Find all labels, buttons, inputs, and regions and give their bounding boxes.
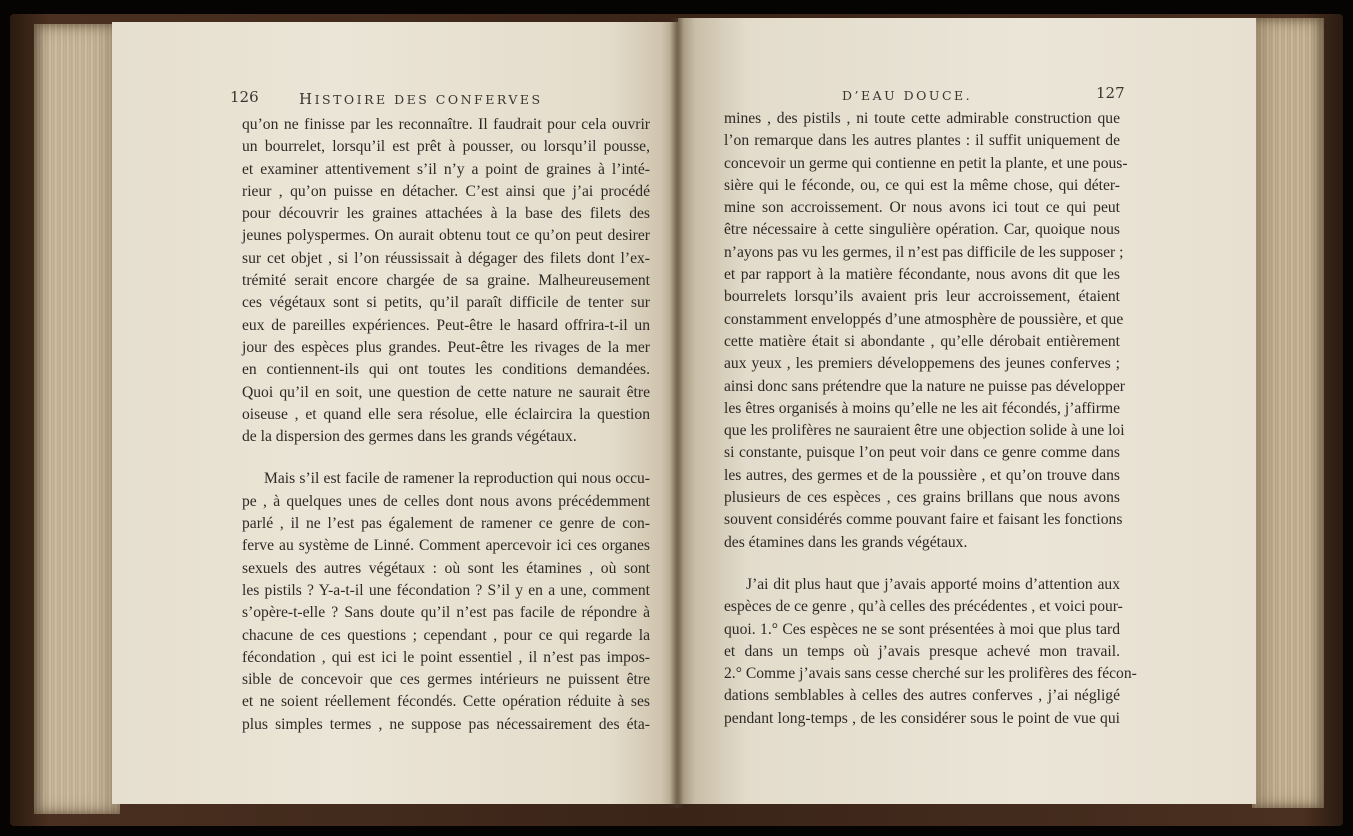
text-line: qu’on ne finisse par les reconnaître. Il faudrait pour cela ouvrir <box>242 116 650 133</box>
text-line: bourrelets lorsqu’ils avaient pris leur accroissement, étaient <box>724 288 1120 306</box>
text-line: pe , à quelques unes de celles dont nous avons précédemment <box>242 492 650 510</box>
text-line: être nécessaire à cette singulière opération. Car, quoique nous <box>724 221 1120 239</box>
left-page-body <box>242 114 650 736</box>
left-paragraph-1 <box>242 114 650 448</box>
paragraph-gap <box>242 448 650 468</box>
text-line: les pistils ? Y-a-t-il une fécondation ? S’il y en a une, comment <box>242 581 650 599</box>
text-line: cette matière était si abondante , qu’elle dérobait entièrement <box>724 332 1120 350</box>
right-page <box>678 18 1256 804</box>
text-line: sière qui le féconde, ou, ce qui est la même chose, qui déter- <box>724 176 1120 194</box>
text-line: s’opère-t-elle ? Sans doute qu’il n’est pas facile de répondre à <box>242 604 650 622</box>
right-page-edges <box>1252 18 1324 808</box>
text-line: et examiner attentivement s’il n’y a point de graines à l’inté- <box>242 160 650 178</box>
text-line: concevoir un germe qui contienne en petit la plante, et une pous- <box>724 154 1128 172</box>
text-line: des étamines dans les grands végétaux. <box>724 533 968 551</box>
text-line: si constante, puisque l’on peut voir dans ce genre comme dans <box>724 444 1120 462</box>
book-gutter <box>670 18 684 808</box>
text-line: que les prolifères ne sauraient être une objection solide à une loi <box>724 422 1125 440</box>
text-line: pendant long-temps , de les considérer sous le point de vue qui <box>724 709 1120 727</box>
left-page <box>112 22 678 804</box>
text-line: chacune de ces questions ; cependant , pour ce qui regarde la <box>242 626 650 644</box>
right-page-body <box>724 108 1137 730</box>
text-line: et ne soient réellement fécondés. Cette opération réduite à ses <box>242 693 650 711</box>
text-line: et dans un temps où j’avais presque achevé mon travail. <box>724 642 1120 660</box>
text-line: souvent considérés comme pouvant faire et faisant les fonctions <box>724 511 1123 529</box>
right-paragraph-1 <box>724 108 1128 554</box>
text-line: sible de concevoir que ces germes intérieurs ne puissent être <box>242 671 650 689</box>
text-line: sexuels des autres végétaux : où sont les étamines , où sont <box>242 559 650 577</box>
text-line: J’ai dit plus haut que j’avais apporté moins d’attention aux <box>746 575 1120 593</box>
left-running-head <box>299 90 543 108</box>
text-line: et par rapport à la matière fécondante, nous avons dit que les <box>724 266 1120 284</box>
text-line: Quoi qu’il en soit, une question de cette nature ne saurait être <box>242 383 650 401</box>
left-page-number: 126 <box>230 88 259 106</box>
text-line: aux yeux , les premiers développemens des jeunes conferves ; <box>724 355 1120 373</box>
text-line: en contiennent-ils qui ont toutes les conditions demandées. <box>242 361 650 379</box>
text-line: pour découvrir les graines attachées à la base des filets des <box>242 205 650 223</box>
text-line: constamment enveloppés d’une atmosphère de poussière, et que <box>724 310 1124 328</box>
text-line: oiseuse , et quand elle sera résolue, elle éclaircira la question <box>242 405 650 423</box>
left-page-edges <box>34 24 120 814</box>
text-line: mines , des pistils , ni toute cette admirable construction que <box>724 110 1120 127</box>
right-running-head: D’EAU DOUCE. <box>842 88 973 103</box>
text-line: n’ayons pas vu les germes, il n’est pas difficile de les supposer ; <box>724 243 1124 261</box>
text-line: un bourrelet, lorsqu’il est prêt à pousser, ou lorsqu’il pousse, <box>242 138 650 156</box>
text-line: parlé , il ne l’est pas également de ramener ce genre de con- <box>242 515 650 533</box>
text-line: l’on remarque dans les autres plantes : il suffit uniquement de <box>724 132 1120 150</box>
text-line: Mais s’il est facile de ramener la reproduction qui nous occu- <box>264 470 650 488</box>
paragraph-gap <box>724 554 1120 574</box>
left-paragraph-2 <box>242 468 650 736</box>
text-line: ainsi donc sans prétendre que la nature ne puisse pas développer <box>724 377 1125 395</box>
text-line: quoi. 1.° Ces espèces ne se sont présentées à moi que plus tard <box>724 620 1120 638</box>
running-head-rest: ISTOIRE DES CONFERVES <box>314 92 543 107</box>
text-line: dations semblables à celles des autres conferves , j’ai négligé <box>724 687 1120 705</box>
text-line: plus simples termes , ne suppose pas nécessairement des éta- <box>242 715 650 733</box>
right-page-number: 127 <box>1096 84 1125 102</box>
text-line: les autres, des germes et de la poussière , et qu’on trouve dans <box>724 466 1120 484</box>
right-paragraph-2 <box>724 574 1137 730</box>
text-line: fécondation , qui est ici le point essentiel , il n’est pas impos- <box>242 648 650 666</box>
text-line: ces végétaux sont si petits, qu’il paraît difficile de tenter sur <box>242 294 650 312</box>
text-line: rieur , qu’on puisse en détacher. C’est ainsi que j’ai procédé <box>242 182 650 200</box>
text-line: sur cet objet , si l’on réussissait à dégager des filets dont l’ex- <box>242 249 650 267</box>
text-line: de la dispersion des germes dans les grands végétaux. <box>242 428 577 446</box>
text-line: jeunes polyspermes. On aurait obtenu tout ce qu’on peut desirer <box>242 227 650 245</box>
text-line: ferve au système de Linné. Comment apercevoir ici ces organes <box>242 537 650 555</box>
text-line: mine son accroissement. Or nous avons ici tout ce qui peut <box>724 199 1120 217</box>
text-line: espèces de ce genre , qu’à celles des précédentes , et voici pour- <box>724 598 1123 616</box>
text-line: plusieurs de ces espèces , ces grains brillans que nous avons <box>724 489 1120 507</box>
text-line: eux de pareilles expériences. Peut-être le hasard offrira-t-il un <box>242 316 650 334</box>
running-head-initial: H <box>299 90 315 108</box>
text-line: les êtres organisés à moins qu’elle ne les ait fécondés, j’affirme <box>724 399 1120 417</box>
text-line: jour des espèces plus grandes. Peut-être les rivages de la mer <box>242 338 650 356</box>
text-line: trémité serait encore chargée de sa graine. Malheureusement <box>242 272 650 290</box>
text-line: 2.° Comme j’avais sans cesse cherché sur les prolifères des fécon- <box>724 665 1137 683</box>
